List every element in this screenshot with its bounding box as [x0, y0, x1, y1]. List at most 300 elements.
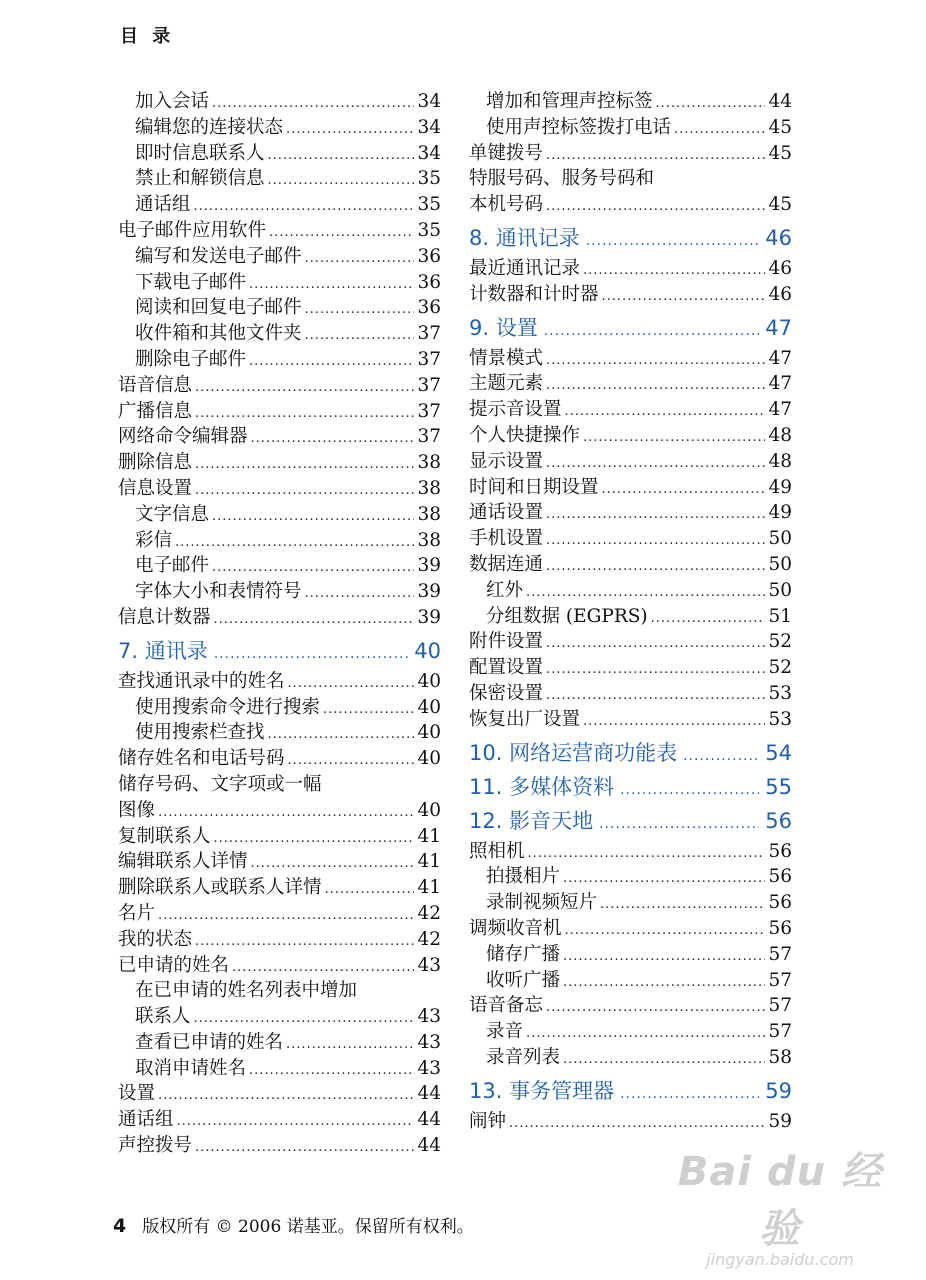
toc-entry-page: 43: [417, 1006, 441, 1028]
dot-leader: [546, 683, 765, 707]
toc-entry-page: 37: [417, 426, 441, 448]
chapter-page-number: 54: [765, 740, 792, 765]
toc-left-column: [118, 89, 441, 1159]
toc-entry-title: 信息设置: [118, 477, 193, 499]
toc-entry-title: 录音列表: [486, 1046, 561, 1068]
toc-entry-page: 49: [768, 476, 792, 498]
dot-leader: [526, 1021, 765, 1045]
dot-leader: [232, 955, 414, 979]
toc-chapter-heading[interactable]: [118, 638, 441, 665]
toc-entry-page: 57: [768, 943, 792, 965]
toc-entry-page: 59: [768, 1110, 792, 1132]
toc-entry[interactable]: [469, 141, 792, 167]
dot-leader: [620, 777, 759, 801]
toc-entry[interactable]: [118, 424, 441, 450]
toc-entry[interactable]: [469, 526, 792, 552]
dot-leader: [546, 451, 765, 475]
toc-entry-page: 37: [417, 374, 441, 396]
dot-leader: [546, 995, 765, 1019]
toc-entry[interactable]: [469, 552, 792, 578]
dot-leader: [305, 297, 415, 321]
toc-entry[interactable]: [118, 270, 441, 296]
toc-entry-page: 36: [417, 271, 441, 293]
toc-entry-title: 照相机: [469, 840, 525, 862]
toc-entry[interactable]: [118, 1030, 441, 1056]
toc-entry[interactable]: [118, 476, 441, 502]
dot-leader: [195, 478, 414, 502]
toc-entry-page: 34: [417, 116, 441, 138]
dot-leader: [249, 1058, 414, 1082]
toc-entry-page: 37: [417, 400, 441, 422]
toc-entry-title: 红外: [486, 579, 524, 601]
toc-entry[interactable]: [118, 553, 441, 579]
toc-entry-page: 39: [417, 606, 441, 628]
toc-entry[interactable]: [469, 942, 792, 968]
toc-entry-page: 37: [417, 348, 441, 370]
toc-entry[interactable]: [469, 346, 792, 372]
toc-entry-title: 设置: [118, 1083, 156, 1105]
chapter-page-number: 59: [765, 1078, 792, 1103]
toc-entry[interactable]: [118, 1133, 441, 1159]
toc-entry-title: 恢复出厂设置: [469, 708, 581, 730]
toc-entry[interactable]: [469, 282, 792, 308]
dot-leader: [544, 318, 760, 342]
dot-leader: [546, 143, 765, 167]
toc-entry-page: 43: [417, 954, 441, 976]
toc-entry-page: 40: [417, 722, 441, 744]
chapter-title: 13. 事务管理器: [469, 1078, 615, 1103]
toc-entry-title: 使用声控标签拨打电话: [486, 116, 672, 138]
dot-leader: [212, 504, 414, 528]
toc-entry-page: 36: [417, 297, 441, 319]
toc-entry[interactable]: [118, 927, 441, 953]
toc-entry-title: 拍摄相片: [486, 866, 561, 888]
toc-chapter-heading[interactable]: [469, 1078, 792, 1105]
toc-right-column: [469, 89, 792, 1135]
toc-entry[interactable]: [469, 655, 792, 681]
dot-leader: [546, 194, 765, 218]
toc-entry-title: 名片: [118, 902, 156, 924]
dot-leader: [195, 401, 414, 425]
toc-entry-page: 38: [417, 477, 441, 499]
toc-entry-page: 56: [768, 840, 792, 862]
toc-entry[interactable]: [118, 824, 441, 850]
dot-leader: [323, 697, 414, 721]
toc-entry-page: 41: [417, 851, 441, 873]
toc-entry-page: 47: [768, 347, 792, 369]
toc-entry[interactable]: [469, 1019, 792, 1045]
dot-leader: [583, 425, 765, 449]
toc-entry-title: 广播信息: [118, 400, 193, 422]
toc-entry-page: 56: [768, 866, 792, 888]
toc-entry[interactable]: [118, 244, 441, 270]
toc-entry[interactable]: [118, 166, 441, 192]
dot-leader: [546, 657, 765, 681]
toc-entry-page: 45: [768, 116, 792, 138]
dot-leader: [286, 1032, 414, 1056]
toc-entry[interactable]: [469, 968, 792, 994]
toc-entry-title: 已申请的姓名: [118, 954, 230, 976]
toc-entry[interactable]: [118, 502, 441, 528]
toc-entry-page: 44: [417, 1135, 441, 1157]
toc-entry[interactable]: [118, 115, 441, 141]
page-header-title: 目 录: [120, 26, 175, 47]
toc-entry-page: 40: [417, 696, 441, 718]
toc-entry-title: 网络命令编辑器: [118, 426, 248, 448]
toc-entry-page: 56: [768, 917, 792, 939]
toc-entry-page: 48: [768, 450, 792, 472]
toc-entry-title: 文字信息: [135, 503, 210, 525]
toc-entry-title: 通话组: [135, 194, 191, 216]
dot-leader: [214, 826, 415, 850]
toc-entry[interactable]: [118, 450, 441, 476]
toc-entry-title: 禁止和解锁信息: [135, 168, 265, 190]
toc-entry-page: 40: [417, 670, 441, 692]
toc-entry-title: 删除信息: [118, 452, 193, 474]
dot-leader: [565, 918, 766, 942]
toc-entry[interactable]: [118, 141, 441, 167]
toc-entry-page: 34: [417, 91, 441, 112]
toc-entry-title: 阅读和回复电子邮件: [135, 297, 302, 319]
toc-entry-page: 35: [417, 219, 441, 241]
dot-leader: [602, 284, 766, 308]
toc-entry[interactable]: [469, 397, 792, 423]
toc-entry-title: 下载电子邮件: [135, 271, 247, 293]
toc-entry-page: 35: [417, 194, 441, 216]
toc-entry-page: 46: [768, 257, 792, 279]
toc-entry[interactable]: [469, 89, 792, 115]
page-number: 4: [113, 1215, 127, 1237]
toc-entry-page: 51: [768, 605, 792, 627]
dot-leader: [158, 800, 414, 824]
toc-entry-title: 编写和发送电子邮件: [135, 245, 302, 267]
toc-entry-title: 提示音设置: [469, 399, 562, 421]
toc-entry-title: 使用搜索栏查找: [135, 722, 265, 744]
dot-leader: [288, 671, 415, 695]
toc-entry-page: 53: [768, 708, 792, 730]
toc-entry-title: 闹钟: [469, 1110, 507, 1132]
toc-entry-page: 52: [768, 657, 792, 679]
toc-entry[interactable]: [118, 1004, 441, 1030]
toc-entry-title: 数据连通: [469, 553, 544, 575]
toc-entry[interactable]: [469, 707, 792, 733]
page-footer: [113, 1212, 474, 1237]
dot-leader: [251, 426, 415, 450]
toc-entry-page: 41: [417, 877, 441, 899]
toc-entry[interactable]: [118, 1056, 441, 1082]
toc-entry-title: 时间和日期设置: [469, 476, 599, 498]
chapter-title: 12. 影音天地: [469, 808, 594, 833]
dot-leader: [620, 1081, 759, 1105]
toc-entry-page: 44: [417, 1083, 441, 1105]
toc-entry[interactable]: [118, 669, 441, 695]
toc-entry[interactable]: [469, 423, 792, 449]
toc-entry-title: 个人快捷操作: [469, 424, 581, 446]
dot-leader: [563, 866, 765, 890]
toc-entry-title: 加入会话: [135, 91, 210, 112]
toc-entry[interactable]: [469, 192, 792, 218]
toc-entry[interactable]: [118, 720, 441, 746]
toc-entry-title: 彩信: [135, 529, 173, 551]
toc-entry[interactable]: [469, 604, 792, 630]
dot-leader: [175, 530, 414, 554]
dot-leader: [683, 743, 759, 767]
watermark-url: jingyan.baidu.com: [706, 1250, 854, 1269]
toc-entry[interactable]: [118, 901, 441, 927]
toc-entry-page: 39: [417, 555, 441, 577]
copyright-notice: 版权所有 © 2006 诺基亚。保留所有权利。: [142, 1217, 474, 1237]
toc-entry-page: 56: [768, 892, 792, 914]
dot-leader: [251, 851, 415, 875]
toc-entry-title: 字体大小和表情符号: [135, 581, 302, 603]
toc-entry[interactable]: [469, 839, 792, 865]
toc-entry-page: 50: [768, 528, 792, 550]
chapter-page-number: 55: [765, 774, 792, 799]
toc-entry[interactable]: [469, 890, 792, 916]
toc-entry-title: 通话设置: [469, 502, 544, 524]
toc-entry-title: 计数器和计时器: [469, 283, 599, 305]
toc-entry-title: 附件设置: [469, 631, 544, 653]
chapter-title: 9. 设置: [469, 315, 538, 340]
toc-entry[interactable]: [469, 371, 792, 397]
toc-entry[interactable]: [118, 579, 441, 605]
toc-chapter-heading[interactable]: [469, 774, 792, 801]
toc-entry[interactable]: [118, 528, 441, 554]
toc-entry-page: 35: [417, 168, 441, 190]
toc-entry[interactable]: [469, 1109, 792, 1135]
toc-entry-page: 47: [768, 399, 792, 421]
dot-leader: [565, 399, 766, 423]
dot-leader: [195, 1135, 414, 1159]
dot-leader: [563, 1047, 765, 1071]
toc-entry[interactable]: [469, 449, 792, 475]
dot-leader: [212, 91, 414, 115]
toc-entry[interactable]: [118, 875, 441, 901]
toc-entry-title: 即时信息联系人: [135, 142, 265, 164]
toc-entry-page: 53: [768, 682, 792, 704]
toc-chapter-heading[interactable]: [469, 225, 792, 252]
toc-entry[interactable]: [469, 681, 792, 707]
toc-entry-title: 本机号码: [469, 194, 544, 216]
toc-entry-page: 38: [417, 503, 441, 525]
toc-entry-title: 录制视频短片: [486, 892, 598, 914]
toc-entry-page: 49: [768, 502, 792, 524]
dot-leader: [546, 348, 765, 372]
dot-leader: [194, 194, 415, 218]
toc-entry-title: 语音备忘: [469, 995, 544, 1017]
toc-entry-title: 配置设置: [469, 657, 544, 679]
toc-entry-title: 删除联系人或联系人详情: [118, 877, 322, 899]
dot-leader: [195, 375, 414, 399]
toc-entry-title: 增加和管理声控标签: [486, 91, 653, 112]
toc-entry-page: 40: [417, 799, 441, 821]
toc-entry-page: 38: [417, 452, 441, 474]
toc-entry-page: 42: [417, 928, 441, 950]
toc-entry-title: 电子邮件: [135, 555, 210, 577]
chapter-page-number: 40: [414, 638, 441, 663]
toc-entry[interactable]: [118, 772, 441, 798]
dot-leader: [651, 606, 766, 630]
toc-entry[interactable]: [469, 864, 792, 890]
toc-entry-title: 收件箱和其他文件夹: [135, 323, 302, 345]
dot-leader: [526, 580, 765, 604]
dot-leader: [249, 349, 414, 373]
toc-entry-page: 37: [417, 323, 441, 345]
toc-entry-page: 57: [768, 995, 792, 1017]
toc-entry-page: 40: [417, 748, 441, 770]
toc-entry-title: 取消申请姓名: [135, 1057, 247, 1079]
toc-entry-title: 使用搜索命令进行搜索: [135, 696, 321, 718]
toc-entry-title: 通话组: [118, 1109, 174, 1131]
toc-entry-page: 48: [768, 424, 792, 446]
toc-entry-title: 编辑联系人详情: [118, 851, 248, 873]
toc-entry[interactable]: [118, 953, 441, 979]
toc-entry-title: 特服号码、服务号码和: [469, 168, 655, 190]
dot-leader: [177, 1109, 415, 1133]
toc-entry[interactable]: [118, 399, 441, 425]
toc-entry-page: 39: [417, 581, 441, 603]
chapter-page-number: 47: [765, 315, 792, 340]
toc-entry-title: 储存号码、文字项或一幅: [118, 773, 322, 795]
toc-entry-title: 图像: [118, 799, 156, 821]
toc-entry-title: 分组数据 (EGPRS): [486, 605, 648, 627]
toc-entry-page: 57: [768, 1021, 792, 1043]
dot-leader: [546, 373, 765, 397]
toc-entry[interactable]: [118, 1107, 441, 1133]
dot-leader: [268, 722, 415, 746]
toc-entry-title: 信息计数器: [118, 606, 211, 628]
dot-leader: [656, 91, 766, 115]
toc-entry[interactable]: [118, 373, 441, 399]
toc-entry-page: 47: [768, 373, 792, 395]
dot-leader: [286, 117, 414, 141]
toc-entry[interactable]: [118, 695, 441, 721]
dot-leader: [509, 1111, 765, 1135]
toc-entry-title: 保密设置: [469, 682, 544, 704]
toc-entry-title: 情景模式: [469, 347, 544, 369]
toc-entry-title: 查找通讯录中的姓名: [118, 670, 285, 692]
chapter-title: 7. 通讯录: [118, 638, 208, 663]
toc-entry-title: 删除电子邮件: [135, 348, 247, 370]
toc-entry[interactable]: [469, 115, 792, 141]
dot-leader: [546, 528, 765, 552]
watermark-logo: Bai du 经验: [677, 1149, 883, 1252]
toc-chapter-heading[interactable]: [469, 740, 792, 767]
toc-entry-title: 储存广播: [486, 943, 561, 965]
toc-entry-title: 储存姓名和电话号码: [118, 748, 285, 770]
toc-entry[interactable]: [118, 89, 441, 115]
toc-entry[interactable]: [469, 1045, 792, 1071]
dot-leader: [546, 631, 765, 655]
dot-leader: [325, 877, 415, 901]
toc-entry[interactable]: [118, 347, 441, 373]
toc-entry[interactable]: [118, 218, 441, 244]
toc-entry-page: 52: [768, 631, 792, 653]
chapter-title: 8. 通讯记录: [469, 225, 580, 250]
dot-leader: [195, 452, 414, 476]
chapter-title: 11. 多媒体资料: [469, 774, 615, 799]
toc-entry[interactable]: [118, 798, 441, 824]
dot-leader: [214, 607, 415, 631]
toc-entry[interactable]: [469, 993, 792, 1019]
dot-leader: [600, 892, 765, 916]
toc-entry-title: 联系人: [135, 1006, 191, 1028]
toc-entry-page: 58: [768, 1046, 792, 1068]
dot-leader: [288, 748, 415, 772]
dot-leader: [599, 811, 759, 835]
toc-entry-page: 43: [417, 1057, 441, 1079]
toc-entry[interactable]: [118, 849, 441, 875]
toc-entry-page: 38: [417, 529, 441, 551]
dot-leader: [249, 272, 414, 296]
dot-leader: [546, 554, 765, 578]
toc-entry[interactable]: [469, 475, 792, 501]
toc-entry-page: 42: [417, 902, 441, 924]
toc-entry[interactable]: [469, 916, 792, 942]
toc-entry[interactable]: [118, 746, 441, 772]
toc-entry-page: 57: [768, 969, 792, 991]
toc-entry-title: 手机设置: [469, 528, 544, 550]
toc-entry-title: 录音: [486, 1021, 524, 1043]
dot-leader: [546, 502, 765, 526]
toc-entry[interactable]: [469, 578, 792, 604]
dot-leader: [602, 477, 766, 501]
toc-entry[interactable]: [118, 978, 441, 1004]
toc-entry[interactable]: [469, 256, 792, 282]
toc-entry-page: 41: [417, 825, 441, 847]
toc-entry-page: 50: [768, 553, 792, 575]
toc-entry-title: 电子邮件应用软件: [118, 219, 267, 241]
toc-entry-page: 46: [768, 283, 792, 305]
dot-leader: [583, 709, 765, 733]
toc-entry[interactable]: [118, 605, 441, 631]
toc-entry-title: 编辑您的连接状态: [135, 116, 284, 138]
toc-entry-title: 声控拨号: [118, 1135, 193, 1157]
toc-entry[interactable]: [118, 1081, 441, 1107]
toc-entry-page: 44: [417, 1109, 441, 1131]
toc-entry[interactable]: [118, 295, 441, 321]
chapter-page-number: 46: [765, 225, 792, 250]
dot-leader: [586, 228, 760, 252]
dot-leader: [305, 323, 415, 347]
toc-entry[interactable]: [469, 500, 792, 526]
toc-entry[interactable]: [469, 629, 792, 655]
toc-entry-title: 语音信息: [118, 374, 193, 396]
baidu-jingyan-watermark: [660, 1140, 900, 1269]
toc-entry-page: 43: [417, 1031, 441, 1053]
toc-chapter-heading[interactable]: [469, 808, 792, 835]
chapter-page-number: 56: [765, 808, 792, 833]
toc-chapter-heading[interactable]: [469, 315, 792, 342]
toc-entry-title: 单键拨号: [469, 142, 544, 164]
dot-leader: [583, 258, 765, 282]
toc-entry[interactable]: [118, 192, 441, 218]
dot-leader: [563, 970, 765, 994]
dot-leader: [214, 641, 409, 665]
toc-entry[interactable]: [118, 321, 441, 347]
dot-leader: [194, 1006, 415, 1030]
toc-entry-title: 调频收音机: [469, 917, 562, 939]
toc-entry-page: 50: [768, 579, 792, 601]
dot-leader: [212, 555, 414, 579]
toc-entry-title: 复制联系人: [118, 825, 211, 847]
toc-entry-title: 查看已申请的姓名: [135, 1031, 284, 1053]
toc-entry-page: 36: [417, 245, 441, 267]
toc-entry[interactable]: [469, 166, 792, 192]
dot-leader: [563, 944, 765, 968]
toc-entry-title: 显示设置: [469, 450, 544, 472]
toc-entry-title: 最近通讯记录: [469, 257, 581, 279]
